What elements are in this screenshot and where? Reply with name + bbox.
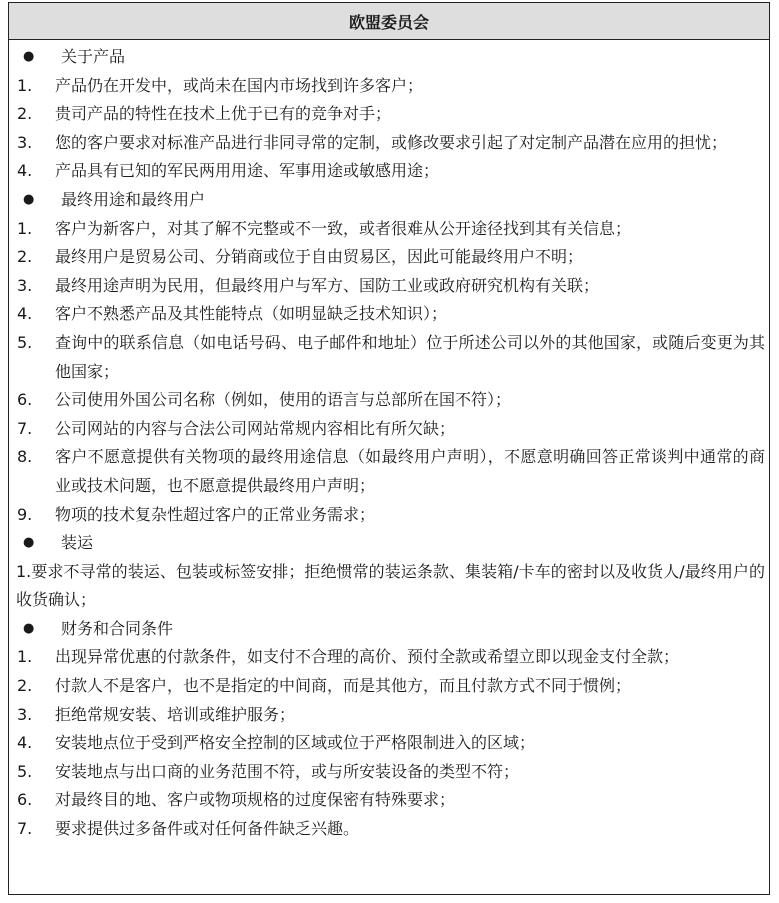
list-item-text: 对最终目的地、客户或物项规格的过度保密有特殊要求； (55, 790, 456, 810)
list-item-text: 物项的技术复杂性超过客户的正常业务需求； (55, 504, 376, 524)
list-item (17, 701, 765, 730)
list-item (17, 729, 765, 758)
list-item-text: 付款人不是客户，也不是指定的中间商，而是其他方，而且付款方式不同于惯例； (55, 676, 632, 696)
list-item-text: 客户为新客户，对其了解不完整或不一致，或者很难从公开途径找到其有关信息； (55, 218, 632, 238)
list-item-text: 客户不熟悉产品及其性能特点（如明显缺乏技术知识）； (55, 304, 448, 324)
section-heading (17, 529, 765, 558)
list-item (17, 243, 765, 272)
document-title: 欧盟委员会 (348, 12, 429, 32)
document-table (8, 2, 770, 895)
section-heading-text: 财务和合同条件 (61, 618, 174, 638)
section-heading-text: 关于产品 (61, 47, 126, 66)
list-item-text: 安装地点与出口商的业务范围不符，或与所安装设备的类型不符； (55, 761, 520, 781)
list-item (17, 443, 765, 500)
list-item-text: 产品具有已知的军民两用用途、军事用途或敏感用途； (55, 161, 440, 181)
list-item-text: 公司网站的内容与合法公司网站常规内容相比有所欠缺； (55, 418, 456, 438)
list-item-number: 2. (17, 676, 33, 696)
list-item (17, 672, 765, 701)
list-item (17, 100, 765, 129)
list-item (17, 157, 765, 186)
list-item-number: 5. (17, 761, 33, 781)
table-body (9, 40, 769, 844)
list-item-number: 6. (17, 790, 33, 810)
list-item-number: 8. (17, 447, 33, 467)
list-item-number: 4. (17, 733, 33, 753)
list-item-number: 6. (17, 390, 33, 410)
list-item (17, 815, 765, 844)
list-item-number: 1. (17, 218, 33, 238)
list-item-number: 1. (17, 647, 33, 667)
list-item-text (16, 558, 765, 615)
list-item-number: 2. (17, 104, 33, 124)
list-item-number: 3. (17, 132, 33, 152)
list-item-text: 拒绝常规安装、培训或维护服务； (55, 704, 296, 724)
list-item-text: 产品仍在开发中，或尚未在国内市场找到许多客户； (55, 75, 424, 95)
list-item-number: 2. (17, 247, 33, 267)
list-item-text: 您的客户要求对标准产品进行非同寻常的定制，或修改要求引起了对定制产品潜在应用的担忧； (55, 132, 728, 152)
list-item-content: 要求不寻常的装运、包装或标签安排；拒绝惯常的装运条款、集装箱/卡车的密封以及收货人/最终用户的收货确认； (16, 561, 765, 610)
section-heading (17, 615, 765, 644)
list-item-text: 客户不愿意提供有关物项的最终用途信息（如最终用户声明），不愿意明确回答正常谈判中通常的商业或技术问题，也不愿意提供最终用户声明； (55, 447, 765, 495)
list-item-number: 1. (16, 561, 32, 581)
list-item (17, 72, 765, 101)
section-heading-text: 装运 (61, 533, 94, 553)
list-item-number: 5. (17, 332, 33, 352)
list-item-number: 4. (17, 161, 33, 181)
list-item (17, 386, 765, 415)
list-item (17, 415, 765, 444)
list-item-number: 1. (17, 75, 33, 95)
list-item-text: 安装地点位于受到严格安全控制的区域或位于严格限制进入的区域； (55, 733, 536, 753)
list-item-text: 贵司产品的特性在技术上优于已有的竞争对手； (55, 104, 392, 124)
bullet-icon: ● (23, 620, 35, 636)
list-item-number: 3. (17, 704, 33, 724)
section-heading (17, 186, 765, 215)
list-item (17, 215, 765, 244)
list-item-text: 最终用途声明为民用，但最终用户与军方、国防工业或政府研究机构有关联； (55, 275, 600, 295)
list-item-number: 7. (17, 418, 33, 438)
list-item (17, 300, 765, 329)
section-heading (17, 43, 765, 72)
list-item (16, 558, 765, 615)
list-item-text: 要求提供过多备件或对任何备件缺乏兴趣。 (55, 819, 360, 839)
list-item (17, 786, 765, 815)
bullet-icon: ● (23, 191, 35, 207)
list-item-number: 7. (17, 819, 33, 839)
list-item-text: 查询中的联系信息（如电话号码、电子邮件和地址）位于所述公司以外的其他国家，或随后变更为其他国家； (55, 332, 765, 381)
table-header (9, 3, 769, 40)
list-item (17, 758, 765, 787)
list-item-text: 最终用户是贸易公司、分销商或位于自由贸易区，因此可能最终用户不明； (55, 247, 584, 267)
list-item-text: 公司使用外国公司名称（例如，使用的语言与总部所在国不符）； (55, 390, 512, 410)
list-item (17, 501, 765, 530)
list-item-number: 9. (17, 504, 33, 524)
list-item (17, 643, 765, 672)
list-item (17, 272, 765, 301)
section-heading-text: 最终用途和最终用户 (61, 189, 206, 209)
list-item-text: 出现异常优惠的付款条件，如支付不合理的高价、预付全款或希望立即以现金支付全款； (55, 647, 680, 667)
list-item-number: 3. (17, 275, 33, 295)
list-item (17, 129, 765, 158)
bullet-icon: ● (23, 49, 35, 64)
list-item-number: 4. (17, 304, 33, 324)
list-item (17, 329, 765, 386)
bullet-icon: ● (23, 535, 35, 551)
